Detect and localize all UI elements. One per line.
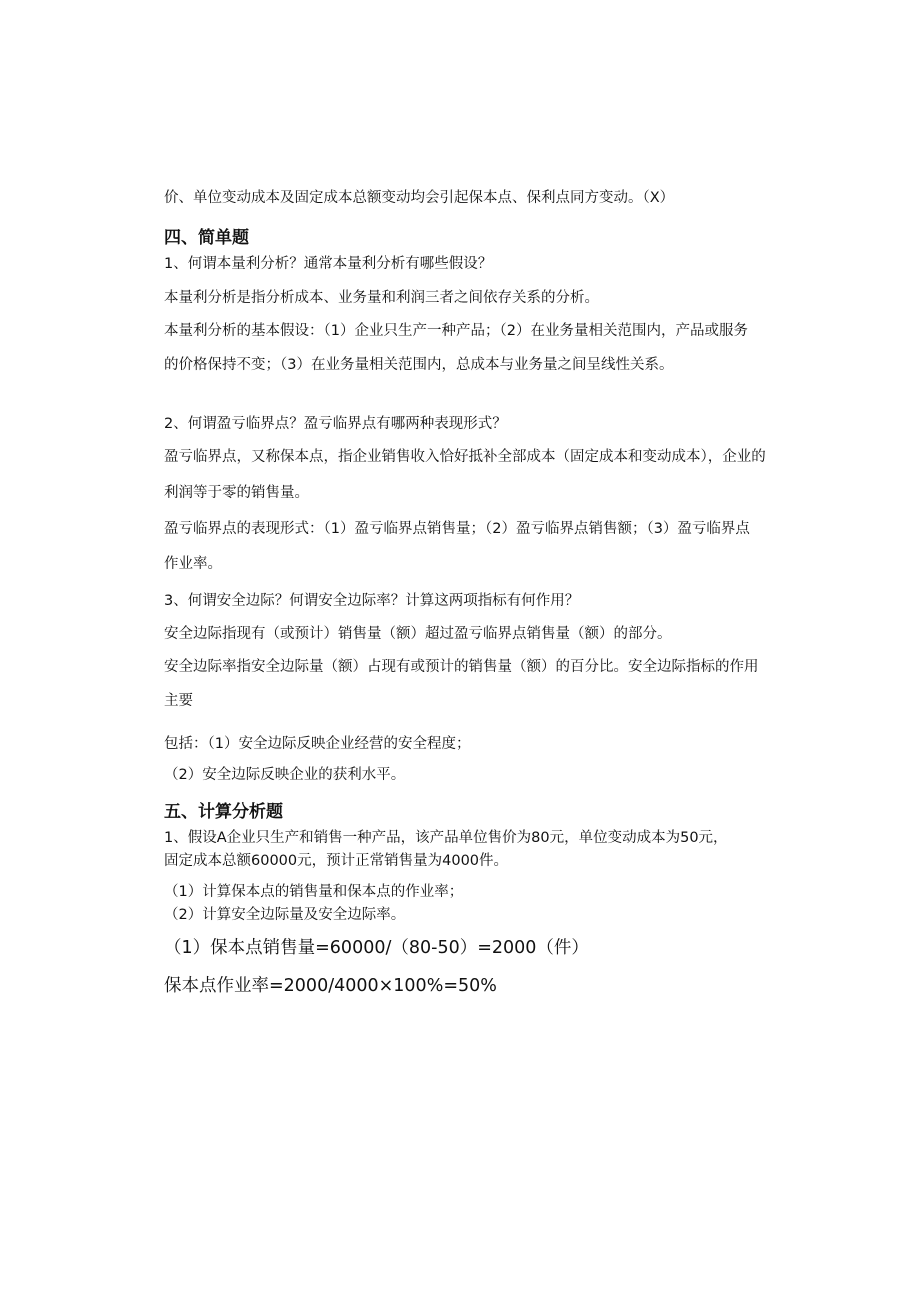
text-line: 价、单位变动成本及固定成本总额变动均会引起保本点、保利点同方变动。（X） [164, 190, 675, 206]
answer-3-line: 主要 [164, 693, 193, 709]
answer-2-line: 利润等于零的销售量。 [164, 485, 309, 501]
answer-1-line: 本量利分析的基本假设：（1）企业只生产一种产品；（2）在业务量相关范围内，产品或服务 [164, 323, 748, 339]
solution-line: （1）保本点销售量=60000/（80-50）=2000（件） [164, 938, 589, 958]
question-2: 2、何谓盈亏临界点？盈亏临界点有哪两种表现形式？ [164, 416, 507, 432]
calc-problem-line: 固定成本总额60000元，预计正常销售量为4000件。 [164, 853, 509, 869]
answer-3-line: 安全边际指现有（或预计）销售量（额）超过盈亏临界点销售量（额）的部分。 [164, 626, 672, 642]
solution-line: 保本点作业率=2000/4000×100%=50% [164, 976, 497, 996]
calc-problem-line: （1）计算保本点的销售量和保本点的作业率； [164, 884, 464, 900]
answer-3-line: （2）安全边际反映企业的获利水平。 [164, 767, 406, 783]
answer-1-line: 的价格保持不变；（3）在业务量相关范围内，总成本与业务量之间呈线性关系。 [164, 357, 674, 373]
answer-2-line: 盈亏临界点，又称保本点，指企业销售收入恰好抵补全部成本（固定成本和变动成本），企业的 [164, 449, 766, 465]
answer-1-line: 本量利分析是指分析成本、业务量和利润三者之间依存关系的分析。 [164, 290, 599, 306]
answer-2-line: 盈亏临界点的表现形式：（1）盈亏临界点销售量；（2）盈亏临界点销售额；（3）盈亏临界点 [164, 521, 750, 537]
calc-problem-line: 1、假设A企业只生产和销售一种产品，该产品单位售价为80元，单位变动成本为50元， [164, 830, 728, 846]
calc-problem-line: （2）计算安全边际量及安全边际率。 [164, 907, 406, 923]
question-1: 1、何谓本量利分析？通常本量利分析有哪些假设？ [164, 256, 493, 272]
answer-3-line: 安全边际率指安全边际量（额）占现有或预计的销售量（额）的百分比。安全边际指标的作用 [164, 659, 759, 675]
question-3: 3、何谓安全边际？何谓安全边际率？计算这两项指标有何作用？ [164, 593, 580, 609]
answer-3-line: 包括：（1）安全边际反映企业经营的安全程度； [164, 736, 471, 752]
section-heading-5: 五、计算分析题 [164, 802, 283, 822]
answer-2-line: 作业率。 [164, 556, 222, 572]
section-heading-4: 四、简单题 [164, 228, 249, 248]
